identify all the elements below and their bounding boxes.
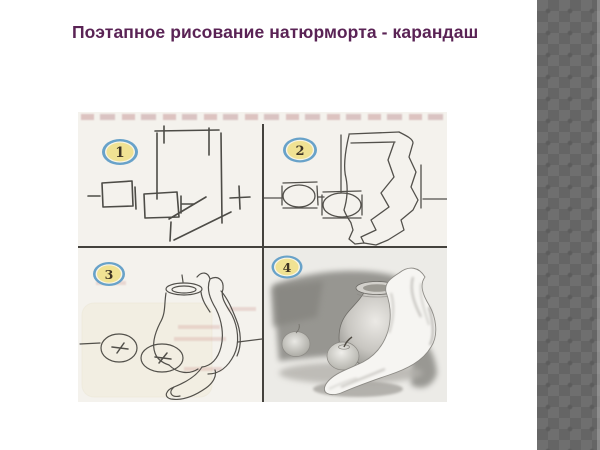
step-1-number: 1 [115,145,125,161]
decorative-diamond-sidebar [537,0,600,450]
panel-divider-vertical [262,124,264,402]
tutorial-figure [78,112,447,402]
step-3-panel [78,247,262,402]
step-3-badge [93,262,125,286]
step-1-panel [78,112,262,247]
step-2-number: 2 [295,144,305,159]
step-4-number: 4 [282,260,292,275]
panel-divider-horizontal [78,246,447,248]
step-3-number: 3 [104,267,114,282]
step-4-panel [263,247,447,402]
step-2-panel [263,112,447,247]
step-4-badge [272,256,303,279]
step-2-badge [283,138,317,163]
step-3-bleed-through [82,281,256,397]
step-1-badge [102,139,138,165]
slide-title: Поэтапное рисование натюрморта - карандаш [72,22,479,42]
